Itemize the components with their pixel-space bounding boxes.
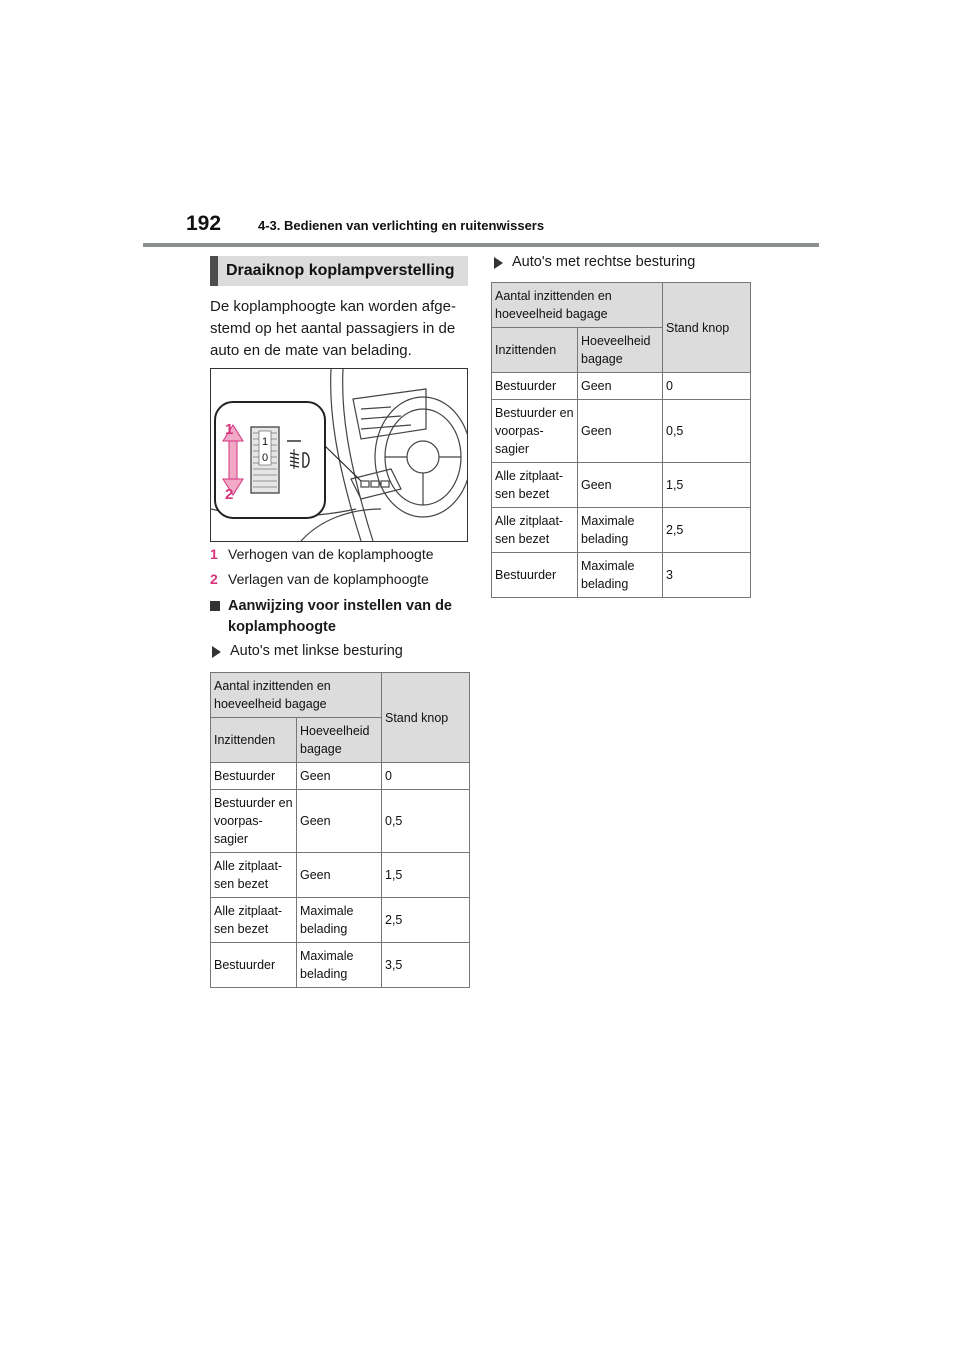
callout-2: 2	[225, 486, 234, 503]
right-hand-drive-table	[491, 282, 751, 598]
table-row	[492, 400, 751, 463]
legend-item	[210, 546, 434, 562]
table-row	[492, 463, 751, 508]
cell-occupants: Bestuurder en voorpas-sagier	[211, 790, 297, 853]
cell-occupants: Alle zitplaat-sen bezet	[211, 898, 297, 943]
cell-occupants: Bestuurder	[492, 553, 578, 598]
header-occupants: Inzittenden	[211, 718, 297, 763]
dial-mark-1: 1	[261, 436, 269, 448]
right-hand-drive-label	[494, 254, 695, 270]
cell-occupants: Alle zitplaat-sen bezet	[492, 508, 578, 553]
legend-text: Verhogen van de koplamphoogte	[228, 546, 434, 562]
header-rule	[143, 243, 819, 247]
table-row	[492, 553, 751, 598]
cell-luggage: Geen	[578, 400, 663, 463]
table-row	[492, 508, 751, 553]
cell-occupants: Bestuurder	[211, 943, 297, 988]
cell-luggage: Maximale belading	[578, 508, 663, 553]
cell-setting: 1,5	[382, 853, 470, 898]
dial-mark-0: 0	[261, 452, 269, 464]
cell-setting: 0	[663, 373, 751, 400]
cell-luggage: Geen	[578, 373, 663, 400]
left-hand-drive-table	[210, 672, 470, 988]
cell-setting: 3	[663, 553, 751, 598]
cell-setting: 1,5	[663, 463, 751, 508]
cell-occupants: Bestuurder	[492, 373, 578, 400]
cell-luggage: Geen	[297, 853, 382, 898]
table-row	[492, 373, 751, 400]
header-luggage: Hoeveelheid bagage	[297, 718, 382, 763]
cell-luggage: Geen	[578, 463, 663, 508]
cell-occupants: Bestuurder	[211, 763, 297, 790]
cell-setting: 2,5	[663, 508, 751, 553]
section-heading: Draaiknop koplampverstelling	[210, 256, 468, 286]
legend-number: 2	[210, 571, 218, 587]
left-table-label: Auto's met linkse besturing	[230, 643, 403, 659]
cell-occupants: Alle zitplaat-sen bezet	[211, 853, 297, 898]
header-occupants: Inzittenden	[492, 328, 578, 373]
dashboard-illustration	[210, 368, 468, 542]
header-group: Aantal inzittenden en hoeveelheid bagage	[211, 673, 382, 718]
table-row	[211, 943, 470, 988]
cell-setting: 0	[382, 763, 470, 790]
cell-setting: 2,5	[382, 898, 470, 943]
cell-luggage: Geen	[297, 790, 382, 853]
chapter-title: 4-3. Bedienen van verlichting en ruitenwissers	[258, 218, 545, 233]
table-row	[211, 853, 470, 898]
header-setting: Stand knop	[382, 673, 470, 763]
table-row	[211, 898, 470, 943]
cell-luggage: Geen	[297, 763, 382, 790]
header-luggage: Hoeveelheid bagage	[578, 328, 663, 373]
subheading-text: Aanwijzing voor instellen van de koplamphoogte	[228, 598, 452, 635]
cell-luggage: Maximale belading	[578, 553, 663, 598]
legend-text: Verlagen van de koplamphoogte	[228, 571, 429, 587]
table-row	[211, 790, 470, 853]
cell-occupants: Alle zitplaat-sen bezet	[492, 463, 578, 508]
intro-paragraph: De koplamphoogte kan worden afge-stemd op het aantal passagiers in de auto en de mate van belading.	[210, 298, 456, 359]
right-table-label: Auto's met rechtse besturing	[512, 254, 696, 270]
table-row	[211, 763, 470, 790]
cell-setting: 3,5	[382, 943, 470, 988]
left-hand-drive-label	[212, 643, 403, 659]
page-number: 192	[186, 212, 222, 235]
legend-item	[210, 571, 429, 587]
header-setting: Stand knop	[663, 283, 751, 373]
triangle-bullet-icon	[494, 257, 503, 269]
legend-number: 1	[210, 546, 218, 562]
cell-setting: 0,5	[663, 400, 751, 463]
triangle-bullet-icon	[212, 646, 221, 658]
cell-luggage: Maximale belading	[297, 898, 382, 943]
cell-setting: 0,5	[382, 790, 470, 853]
cell-luggage: Maximale belading	[297, 943, 382, 988]
callout-line	[323, 444, 361, 481]
callout-1: 1	[225, 421, 234, 438]
cell-occupants: Bestuurder en voorpas-sagier	[492, 400, 578, 463]
header-group: Aantal inzittenden en hoeveelheid bagage	[492, 283, 663, 328]
square-bullet-icon	[210, 601, 220, 611]
subheading	[210, 596, 470, 638]
